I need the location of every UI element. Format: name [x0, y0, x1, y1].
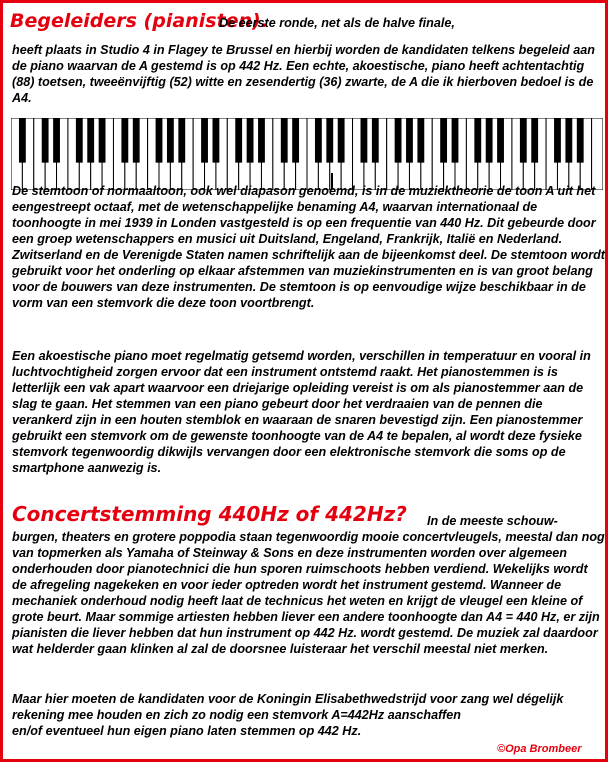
- section-title-concertstemming: Concertstemming 440Hz of 442Hz?: [12, 502, 407, 526]
- black-key: [235, 118, 242, 163]
- black-key: [452, 118, 459, 163]
- black-key: [315, 118, 322, 163]
- black-key: [99, 118, 106, 163]
- black-key: [213, 118, 220, 163]
- author-credit: ©Opa Brombeer: [497, 743, 582, 755]
- white-key: [592, 118, 603, 190]
- black-key: [497, 118, 504, 163]
- black-key: [406, 118, 413, 163]
- black-key: [53, 118, 60, 163]
- black-key: [440, 118, 447, 163]
- black-key: [565, 118, 572, 163]
- black-key: [19, 118, 26, 163]
- section-title-begeleiders: Begeleiders (pianisten).: [10, 10, 268, 32]
- black-key: [326, 118, 333, 163]
- section-intro-text: De eerste ronde, net als de halve finale,: [219, 16, 455, 30]
- black-key: [577, 118, 584, 163]
- black-key: [247, 118, 254, 163]
- kandidaten-paragraph-end: en/of eventueel hun eigen piano laten stemmen op 442 Hz.: [12, 724, 362, 738]
- black-key: [338, 118, 345, 163]
- black-key: [178, 118, 185, 163]
- black-key: [167, 118, 174, 163]
- kandidaten-paragraph: Maar hier moeten de kandidaten voor de Koningin Elisabethwedstrijd voor zang wel dégelijk rekening mee houden en zich zo nodig een stemvork A=442Hz aanschaffen: [12, 692, 564, 722]
- black-key: [281, 118, 288, 163]
- section-body-text: heeft plaats in Studio 4 in Flagey te Brussel en hierbij worden de kandidaten telkens begeleid aan de piano waarvan de A gestemd is op 442 Hz. Een echte, akoestische, piano heeft achtentachtig (88) toetsen, tweeënvijftig (52) witte en zesendertig (36) zwarte, de A die ik hierboven bedoel is de A4.: [12, 43, 595, 105]
- black-key: [554, 118, 561, 163]
- black-key: [87, 118, 94, 163]
- black-key: [361, 118, 368, 163]
- black-key: [520, 118, 527, 163]
- black-key: [156, 118, 163, 163]
- black-key: [292, 118, 299, 163]
- black-key: [417, 118, 424, 163]
- black-key: [133, 118, 140, 163]
- black-key: [486, 118, 493, 163]
- stemtoon-paragraph: De stemtoon of normaaltoon, ook wel diapason genoemd, is in de muziektheorie de toon A uit het eengestreept octaaf, met de wetenschappelijke benaming A4, waarvan internationaal de toonhoogte in mei 1939 in Londen vastgesteld is op een frequentie van 440 Hz. Dit gebeurde door een groep wetenschappers en musici uit Duitsland, Engeland, Frankrijk, Italië en Nederland. Zwitserland en de Verenigde Staten namen schriftelijk aan de bijeenkomst deel. De stemtoon wordt gebruikt voor het onderling op elkaar afstemmen van muziekinstrumenten en is van groot belang voor de bouwers van deze instrumenten. De stemtoon is op eenvoudige wijze beschikbaar in de vorm van een stemvork die deze toon voortbrengt.: [12, 184, 605, 310]
- black-key: [372, 118, 379, 163]
- concertstemming-paragraph: burgen, theaters en grotere poppodia staan tegenwoordig mooie concertvleugels, meestal dan nog van topmerken als Yamaha of Steinway & Sons en deze instrumenten worden over algemeen onderhouden door pianotechnici die hun sporen ruimschoots hebben verdiend. Wekelijks wordt de afregeling nagekeken en voor ieder optreden wordt het instrument gestemd. Wanneer de mechaniek onderhoud nodig heeft laat de technicus het weten en krijgt de vleugel een kleine of grote beurt. Maar sommige artiesten hebben liever een andere toonhoogte dan A4 = 440 Hz, er zijn pianisten die liever hebben dat hun instrument op 442 Hz. wordt gestemd. De muziek zal daardoor wat helderder gaan klinken al zal de doorsnee luisteraar het verschil meestal niet merken.: [12, 530, 605, 656]
- black-key: [531, 118, 538, 163]
- piano-keyboard-illustration: [11, 118, 603, 190]
- black-key: [121, 118, 128, 163]
- pianostemmen-paragraph: Een akoestische piano moet regelmatig getsemd worden, verschillen in temperatuur en vooral in luchtvochtigheid zorgen ervoor dat een instrument ontstemd raakt. Het pianostemmen is is letterlijk een vak apart waarvoor een driejarige opleiding vereist is om als pianostemmer aan de slag te gaan. Het stemmen van een piano gebeurt door het verdraaien van de pennen die verankerd zijn in een houten stemblok en waaraan de snaren bevestigd zijn. Een pianostemmer gebruikt een stemvork om de gewenste toonhoogte van de A4 te bepalen, al wordt deze fysieke stemvork tegenwoordig dikwijls vervangen door een elektronische stemvork die soms op de smartphone aanwezig is.: [12, 349, 591, 475]
- black-key: [395, 118, 402, 163]
- black-key: [474, 118, 481, 163]
- section-intro-text: In de meeste schouw-: [427, 514, 558, 528]
- black-key: [76, 118, 83, 163]
- black-key: [258, 118, 265, 163]
- black-key: [201, 118, 208, 163]
- black-key: [42, 118, 49, 163]
